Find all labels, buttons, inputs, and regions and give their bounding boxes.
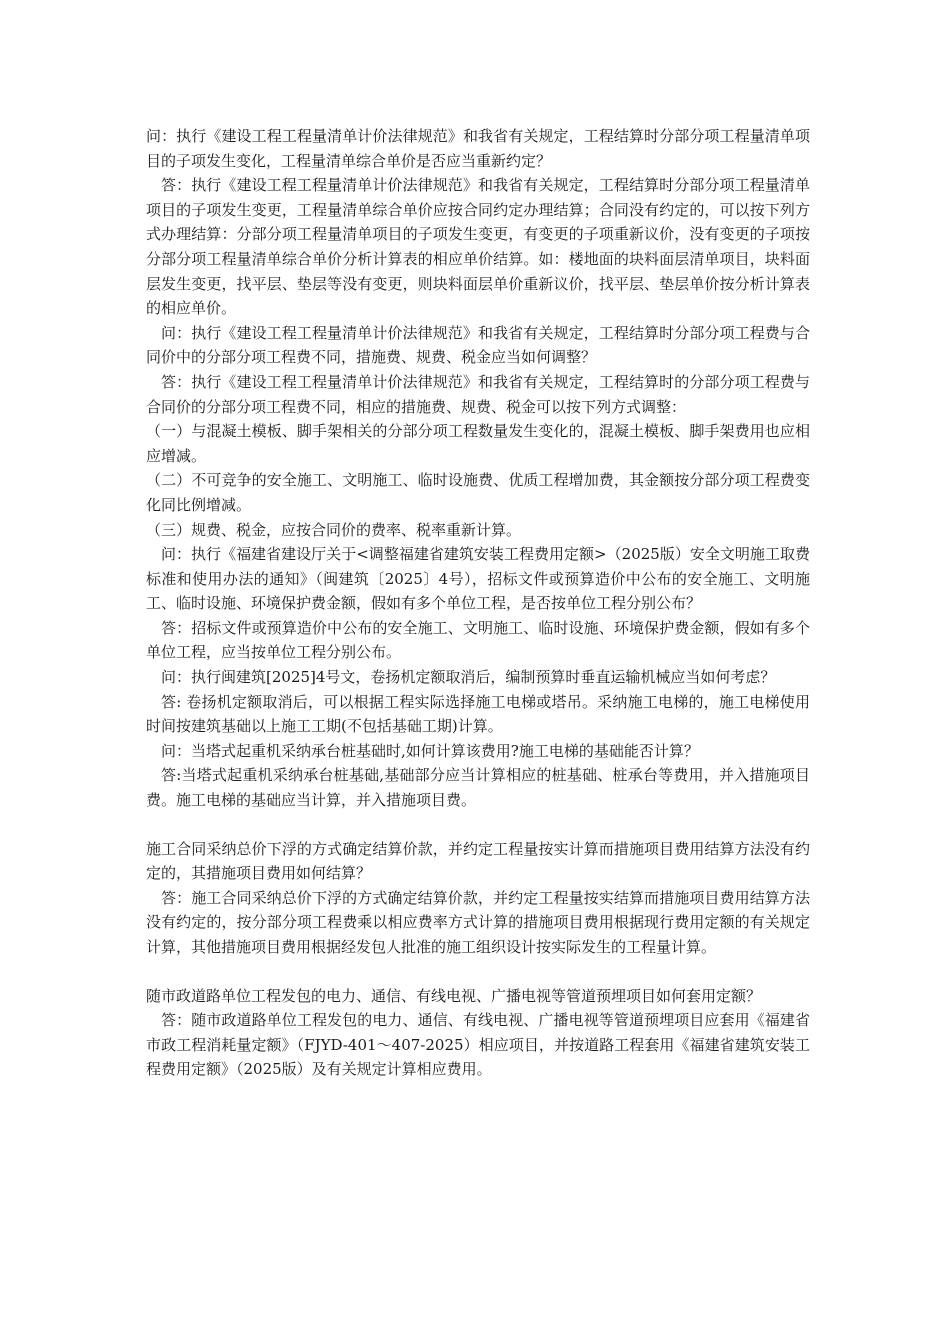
list-item-1: （一）与混凝土模板、脚手架相关的分部分项工程数量发生变化的，混凝土模板、脚手架费用也应相应增减。	[146, 422, 810, 465]
question-paragraph: 问：当塔式起重机采纳承台桩基础时,如何计算该费用?施工电梯的基础能否计算？	[161, 741, 699, 760]
question-paragraph: 问：执行《建设工程工程量清单计价法律规范》和我省有关规定，工程结算时分部分项工程费与合同价中的分部分项工程费不同，措施费、规费、税金应当如何调整？	[146, 323, 810, 367]
document-page	[146, 124, 810, 1082]
paragraph-gap	[146, 813, 810, 837]
question-paragraph: 问：执行《建设工程工程量清单计价法律规范》和我省有关规定，工程结算时分部分项工程量清单项目的子项发生变化，工程量清单综合单价是否应当重新约定？	[146, 127, 810, 170]
question-paragraph: 问：执行《福建省建设厅关于<调整福建省建筑安装工程费用定额>（2025版）安全文明施工取费标准和使用办法的通知》（闽建筑〔2025〕4号），招标文件或预算造价中公布的安全施工、文明施工、临时设施、环境保护费金额，假如有多个单位工程，是否按单位工程分别公布？	[146, 545, 810, 613]
list-item-2: （二）不可竞争的安全施工、文明施工、临时设施费、优质工程增加费，其金额按分部分项工程费变化同比例增减。	[146, 471, 810, 514]
answer-paragraph: 答:当塔式起重机采纳承台桩基础,基础部分应当计算相应的桩基础、桩承台等费用，并入措施项目费。施工电梯的基础应当计算，并入措施项目费。	[146, 766, 810, 810]
answer-paragraph: 答：执行《建设工程工程量清单计价法律规范》和我省有关规定，工程结算时分部分项工程量清单项目的子项发生变更，工程量清单综合单价应按合同约定办理结算；合同没有约定的，可以按下列方式办理结算：分部分项工程量清单项目的子项发生变更，有变更的子项重新议价，没有变更的子项按分部分项工程量清单综合单价分析计算表的相应单价结算。如：楼地面的块料面层清单项目，块料面层发生变更，找平层、垫层等没有变更，则块料面层单价重新议价，找平层、垫层单价按分析计算表的相应单价。	[146, 176, 810, 318]
question-paragraph: 问：执行闽建筑[2025]4号文，卷扬机定额取消后，编制预算时垂直运输机械应当如何考虑？	[161, 668, 776, 687]
paragraph-gap	[146, 960, 810, 984]
question-paragraph: 施工合同采纳总价下浮的方式确定结算价款，并约定工程量按实计算而措施项目费用结算方法没有约定的，其措施项目费用如何结算？	[146, 839, 810, 883]
answer-paragraph: 答: 卷扬机定额取消后，可以根据工程实际选择施工电梯或塔吊。采纳施工电梯的，施工电梯使用时间按建筑基础以上施工工期(不包括基础工期)计算。	[146, 692, 810, 736]
list-item-3: （三）规费、税金，应按合同价的费率、税率重新计算。	[146, 520, 522, 539]
question-paragraph: 随市政道路单位工程发包的电力、通信、有线电视、广播电视等管道预埋项目如何套用定额？	[146, 986, 762, 1005]
answer-paragraph: 答：随市政道路单位工程发包的电力、通信、有线电视、广播电视等管道预埋项目应套用《福建省市政工程消耗量定额》（FJYD-401～407-2025）相应项目，并按道路工程套用《福建省建筑安装工程费用定额》（2025版）及有关规定计算相应费用。	[146, 1011, 810, 1079]
answer-paragraph: 答：执行《建设工程工程量清单计价法律规范》和我省有关规定，工程结算时的分部分项工程费与合同价的分部分项工程费不同，相应的措施费、规费、税金可以按下列方式调整：	[146, 372, 810, 416]
answer-paragraph: 答：施工合同采纳总价下浮的方式确定结算价款，并约定工程量按实结算而措施项目费用结算方法没有约定的，按分部分项工程费乘以相应费率方式计算的措施项目费用根据现行费用定额的有关规定计算，其他措施项目费用根据经发包人批准的施工组织设计按实际发生的工程量计算。	[146, 888, 810, 956]
answer-paragraph: 答：招标文件或预算造价中公布的安全施工、文明施工、临时设施、环境保护费金额，假如有多个单位工程，应当按单位工程分别公布。	[146, 618, 810, 662]
